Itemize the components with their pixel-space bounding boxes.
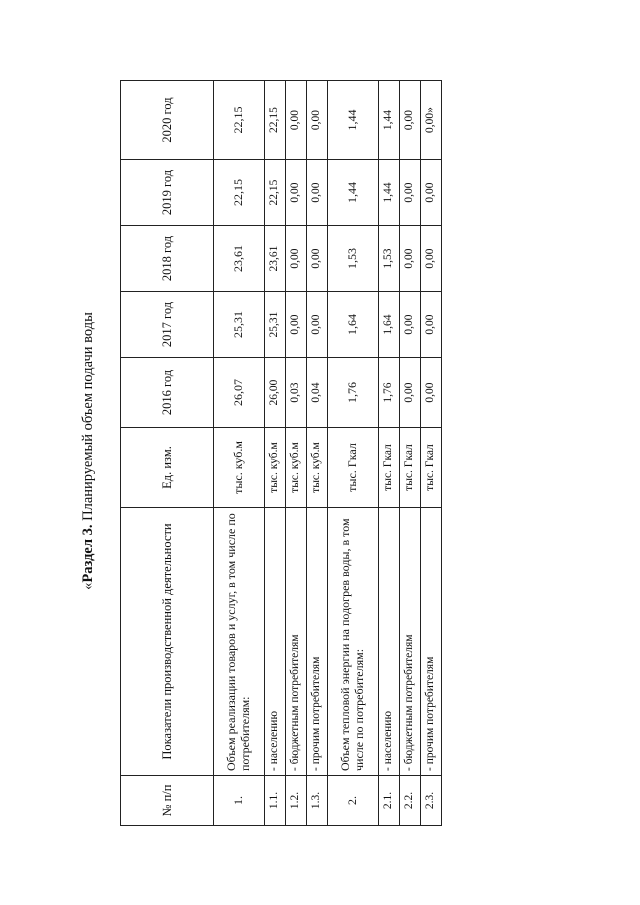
heading-quote: « (80, 582, 96, 590)
value-2016: 1,76 (379, 358, 400, 428)
value-2016: 26,07 (214, 358, 265, 428)
row-indicator: - населению (265, 508, 286, 776)
value-2018: 0,00 (421, 226, 442, 292)
col-header-2018: 2018 год (121, 226, 214, 292)
row-indicator: - прочим потребителям (421, 508, 442, 776)
table-row (307, 81, 328, 826)
row-number: 2.1. (379, 776, 400, 826)
value-2016: 0,00 (421, 358, 442, 428)
col-header-2020: 2020 год (121, 81, 214, 160)
row-indicator: - прочим потребителям (307, 508, 328, 776)
col-header-num: № п/п (121, 776, 214, 826)
value-2020: 1,44 (379, 81, 400, 160)
value-2017: 1,64 (328, 292, 379, 358)
value-2018: 0,00 (286, 226, 307, 292)
value-2018: 1,53 (379, 226, 400, 292)
row-indicator: - бюджетным потребителям (400, 508, 421, 776)
value-2020: 0,00 (307, 81, 328, 160)
value-2016: 0,04 (307, 358, 328, 428)
value-2020: 22,15 (265, 81, 286, 160)
table-row (421, 81, 442, 826)
value-2020: 0,00 (400, 81, 421, 160)
value-2019: 0,00 (421, 160, 442, 226)
value-2020: 0,00» (421, 81, 442, 160)
table-header-row (121, 81, 214, 826)
row-number: 2. (328, 776, 379, 826)
value-2017: 0,00 (421, 292, 442, 358)
row-number: 1.1. (265, 776, 286, 826)
value-2018: 1,53 (328, 226, 379, 292)
value-2018: 0,00 (307, 226, 328, 292)
value-2019: 22,15 (265, 160, 286, 226)
table-row (214, 81, 265, 826)
section-heading (80, 76, 97, 826)
value-2016: 1,76 (328, 358, 379, 428)
value-2016: 0,00 (400, 358, 421, 428)
row-number: 1.2. (286, 776, 307, 826)
value-2018: 0,00 (400, 226, 421, 292)
row-unit: тыс. куб.м (265, 428, 286, 508)
row-unit: тыс. Гкал (400, 428, 421, 508)
row-unit: тыс. куб.м (214, 428, 265, 508)
heading-section-number: Раздел 3. (80, 524, 96, 583)
heading-text: Планируемый объем подачи воды (80, 312, 96, 525)
row-unit: тыс. куб.м (307, 428, 328, 508)
col-header-2017: 2017 год (121, 292, 214, 358)
row-indicator: - населению (379, 508, 400, 776)
row-number: 1.3. (307, 776, 328, 826)
col-header-2016: 2016 год (121, 358, 214, 428)
table-row (328, 81, 379, 826)
water-supply-table (120, 80, 442, 826)
value-2019: 0,00 (286, 160, 307, 226)
row-number: 2.3. (421, 776, 442, 826)
value-2017: 0,00 (286, 292, 307, 358)
col-header-2019: 2019 год (121, 160, 214, 226)
col-header-indicator: Показатели производственной деятельности (121, 508, 214, 776)
table-row (379, 81, 400, 826)
value-2019: 0,00 (400, 160, 421, 226)
row-indicator: Объем тепловой энергии на подогрев воды, в том числе по потребителям: (328, 508, 379, 776)
table-row (286, 81, 307, 826)
value-2019: 1,44 (379, 160, 400, 226)
table-row (400, 81, 421, 826)
value-2020: 1,44 (328, 81, 379, 160)
value-2020: 0,00 (286, 81, 307, 160)
value-2017: 25,31 (265, 292, 286, 358)
value-2019: 1,44 (328, 160, 379, 226)
value-2016: 26,00 (265, 358, 286, 428)
value-2019: 22,15 (214, 160, 265, 226)
value-2018: 23,61 (265, 226, 286, 292)
value-2016: 0,03 (286, 358, 307, 428)
row-number: 2.2. (400, 776, 421, 826)
row-unit: тыс. куб.м (286, 428, 307, 508)
row-indicator: Объем реализации товаров и услуг, в том числе по потребителям: (214, 508, 265, 776)
row-unit: тыс. Гкал (328, 428, 379, 508)
value-2017: 0,00 (400, 292, 421, 358)
value-2019: 0,00 (307, 160, 328, 226)
value-2017: 0,00 (307, 292, 328, 358)
value-2020: 22,15 (214, 81, 265, 160)
value-2017: 25,31 (214, 292, 265, 358)
row-unit: тыс. Гкал (421, 428, 442, 508)
row-number: 1. (214, 776, 265, 826)
value-2017: 1,64 (379, 292, 400, 358)
value-2018: 23,61 (214, 226, 265, 292)
row-indicator: - бюджетным потребителям (286, 508, 307, 776)
col-header-unit: Ед. изм. (121, 428, 214, 508)
table-row (265, 81, 286, 826)
rotated-page-content (68, 76, 628, 826)
row-unit: тыс. Гкал (379, 428, 400, 508)
